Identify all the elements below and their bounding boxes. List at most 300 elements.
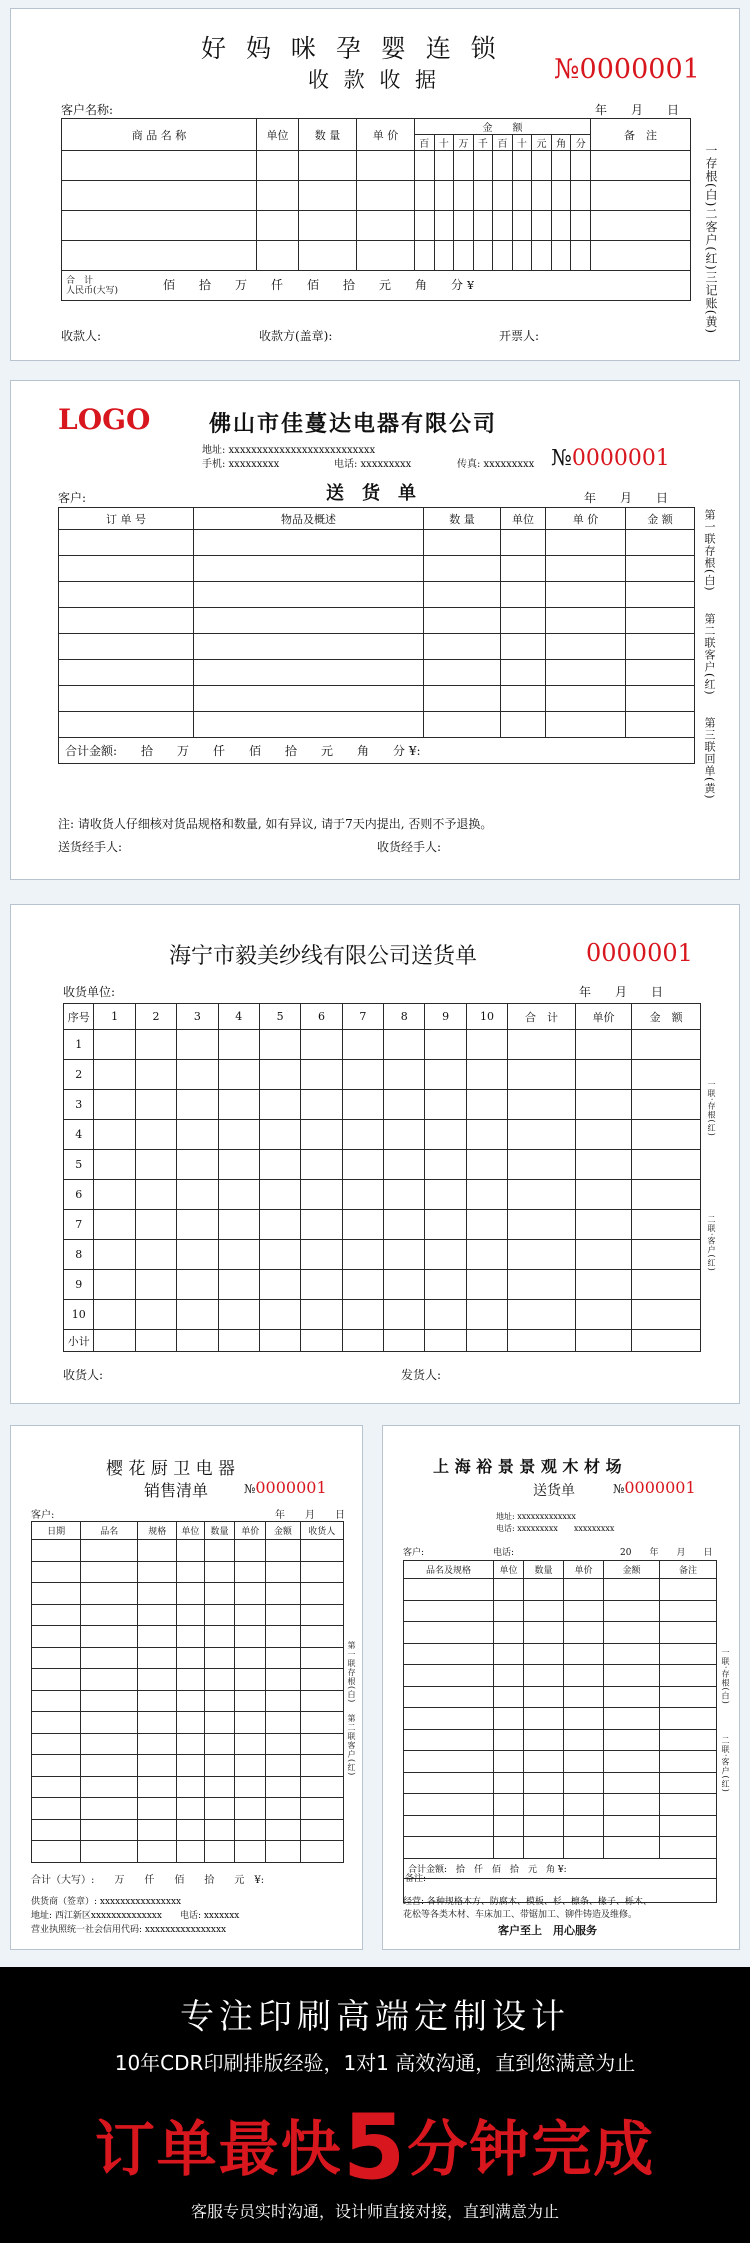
table-row (32, 1561, 344, 1583)
banner-line3-a: 订单最快 (94, 2115, 343, 2185)
table-cell (300, 1561, 343, 1583)
form5-number-value: 0000001 (624, 1478, 696, 1497)
table-row (32, 1819, 344, 1841)
total-yen: ¥ (467, 278, 475, 292)
table-cell (81, 1669, 138, 1691)
table-cell (32, 1712, 81, 1734)
table-cell (32, 1798, 81, 1820)
table-cell (424, 634, 501, 660)
delivery-table (58, 507, 695, 764)
table-cell (32, 1690, 81, 1712)
table-cell (532, 211, 552, 241)
form2-fax: 传真: xxxxxxxxx (457, 459, 535, 470)
table-cell: 单价 (564, 1561, 604, 1579)
table-cell (384, 1120, 425, 1150)
table-cell (424, 608, 501, 634)
table-cell (424, 712, 501, 738)
table-cell (564, 1643, 604, 1665)
table-cell (425, 1300, 466, 1330)
table-cell (32, 1733, 81, 1755)
form2-copy-label-1: 第一联存根(白) (703, 509, 716, 592)
table-cell (626, 686, 695, 712)
table-cell (404, 1600, 494, 1622)
table-cell (466, 1210, 507, 1240)
table-cell: 订 单 号 (59, 508, 194, 530)
table-cell (404, 1815, 494, 1837)
table-cell (425, 1150, 466, 1180)
table-cell (501, 582, 546, 608)
table-cell (342, 1330, 383, 1352)
table-cell (604, 1772, 660, 1794)
table-cell: 3 (64, 1090, 94, 1120)
table-cell (135, 1030, 176, 1060)
table-cell (466, 1120, 507, 1150)
table-cell (384, 1180, 425, 1210)
form3-copy-label-1: 一联·存根(红) (707, 1080, 716, 1137)
form4-license: 营业执照统一社会信用代码: xxxxxxxxxxxxxxxx (31, 1925, 227, 1935)
table-cell (177, 1030, 218, 1060)
table-cell (493, 211, 513, 241)
table-cell (575, 1120, 632, 1150)
table-cell (266, 1626, 300, 1648)
table-cell (524, 1837, 564, 1859)
total-units: 佰 拾 万 仟 佰 拾 元 角 分 (163, 277, 464, 292)
table-row (64, 1060, 701, 1090)
table-cell (204, 1798, 235, 1820)
table-cell (575, 1030, 632, 1060)
table-cell (632, 1270, 701, 1300)
table-cell (94, 1180, 135, 1210)
table-cell: 数量 (204, 1522, 235, 1540)
table-cell (177, 1270, 218, 1300)
table-cell (425, 1060, 466, 1090)
table-cell (466, 1180, 507, 1210)
form4-company: 樱 花 厨 卫 电 器 (106, 1459, 236, 1479)
table-cell (564, 1708, 604, 1730)
table-cell (564, 1772, 604, 1794)
table-cell (300, 1604, 343, 1626)
table-cell (626, 608, 695, 634)
table-cell (546, 686, 626, 712)
table-cell: 单 价 (357, 119, 415, 151)
table-cell (404, 1643, 494, 1665)
table-cell (177, 1733, 204, 1755)
form5-copy-label-1: 一联·存根(白) (721, 1648, 730, 1705)
table-cell: 万 (454, 135, 474, 151)
table-cell: 6 (301, 1004, 342, 1030)
table-cell (235, 1561, 266, 1583)
table-cell (62, 271, 691, 301)
table-cell (204, 1690, 235, 1712)
table-row (404, 1794, 717, 1816)
table-cell (632, 1060, 701, 1090)
table-cell (508, 1210, 576, 1240)
table-cell (138, 1647, 177, 1669)
table-cell: 5 (64, 1150, 94, 1180)
form5-business-2: 花松等各类木材、车床加工、带锯加工、铆件铸造及维修。 (403, 1910, 638, 1920)
table-cell (604, 1751, 660, 1773)
table-cell (660, 1686, 717, 1708)
table-cell (546, 660, 626, 686)
table-row (404, 1837, 717, 1859)
table-cell (81, 1690, 138, 1712)
table-cell (204, 1669, 235, 1691)
table-cell (626, 530, 695, 556)
table-cell (32, 1669, 81, 1691)
form4-date: 年 月 日 (275, 1510, 345, 1521)
table-row (32, 1583, 344, 1605)
table-cell (604, 1579, 660, 1601)
table-row (404, 1561, 717, 1579)
table-cell (138, 1690, 177, 1712)
form5-copy-label-2: 二联·客户(红) (721, 1736, 730, 1793)
table-cell (660, 1600, 717, 1622)
form2-number-prefix: № (551, 446, 572, 471)
table-row (404, 1772, 717, 1794)
table-cell (575, 1300, 632, 1330)
banner-line3-c: 分钟完成 (407, 2115, 656, 2185)
table-cell (204, 1540, 235, 1562)
form2-date: 年 月 日 (584, 491, 669, 505)
form4-copy-label-1: 第一联存根(白) (347, 1641, 356, 1704)
table-cell (342, 1030, 383, 1060)
table-cell: 10 (466, 1004, 507, 1030)
table-cell (342, 1060, 383, 1090)
table-cell (532, 181, 552, 211)
table-cell (434, 181, 454, 211)
table-cell (604, 1622, 660, 1644)
table-cell (546, 530, 626, 556)
table-cell (218, 1180, 259, 1210)
table-cell: 4 (218, 1004, 259, 1030)
table-cell (94, 1300, 135, 1330)
table-cell (62, 211, 257, 241)
table-cell: 品名及规格 (404, 1561, 494, 1579)
table-cell (564, 1729, 604, 1751)
table-cell (300, 1798, 343, 1820)
table-cell (259, 1030, 300, 1060)
table-cell (301, 1300, 342, 1330)
table-cell (81, 1626, 138, 1648)
table-cell (257, 241, 299, 271)
table-cell (218, 1330, 259, 1352)
table-cell (266, 1798, 300, 1820)
receipt-table (61, 118, 691, 301)
form4-address: 地址: 西江新区xxxxxxxxxxxxxx 电话: xxxxxxx (31, 1911, 240, 1921)
table-cell (404, 1837, 494, 1859)
table-cell (404, 1665, 494, 1687)
table-cell (660, 1772, 717, 1794)
table-cell: 金 额 (626, 508, 695, 530)
table-cell (177, 1841, 204, 1863)
table-cell (301, 1060, 342, 1090)
table-cell: 单位 (177, 1522, 204, 1540)
table-cell (81, 1776, 138, 1798)
table-cell (266, 1819, 300, 1841)
table-cell (404, 1729, 494, 1751)
table-cell (266, 1841, 300, 1863)
table-cell (425, 1030, 466, 1060)
table-cell (59, 530, 194, 556)
table-cell (342, 1180, 383, 1210)
table-cell (299, 241, 357, 271)
banner-line1: 专注印刷高端定制设计 (180, 1997, 570, 2037)
table-cell (301, 1330, 342, 1352)
table-cell (424, 686, 501, 712)
table-cell (177, 1798, 204, 1820)
form2-logo: LOGO (58, 403, 151, 436)
table-cell (632, 1180, 701, 1210)
table-cell (473, 241, 493, 271)
table-cell (660, 1729, 717, 1751)
table-cell (342, 1210, 383, 1240)
table-cell (235, 1690, 266, 1712)
table-cell (564, 1622, 604, 1644)
table-cell (632, 1150, 701, 1180)
table-cell: 9 (425, 1004, 466, 1030)
table-cell (218, 1030, 259, 1060)
form1-number: №0000001 (554, 54, 700, 85)
table-cell (524, 1794, 564, 1816)
table-cell (94, 1240, 135, 1270)
table-cell (135, 1120, 176, 1150)
form2-copy-label-3: 第三联回单(黄) (703, 717, 716, 800)
table-cell (660, 1643, 717, 1665)
table-cell (564, 1686, 604, 1708)
table-cell (571, 181, 591, 211)
table-row (64, 1240, 701, 1270)
table-cell (494, 1837, 524, 1859)
table-cell (300, 1733, 343, 1755)
table-cell: 十 (512, 135, 532, 151)
table-cell (425, 1270, 466, 1300)
table-cell (59, 556, 194, 582)
table-cell (177, 1712, 204, 1734)
table-cell (493, 151, 513, 181)
table-cell: 数量 (524, 1561, 564, 1579)
table-cell (508, 1090, 576, 1120)
table-cell (494, 1622, 524, 1644)
table-cell (177, 1180, 218, 1210)
form5-number (613, 1478, 696, 1497)
sales-list-panel (10, 1425, 363, 1950)
table-cell (660, 1622, 717, 1644)
table-cell (473, 181, 493, 211)
table-cell (415, 241, 435, 271)
table-cell (59, 686, 194, 712)
table-cell (138, 1841, 177, 1863)
table-cell: 元 (532, 135, 552, 151)
table-cell (508, 1120, 576, 1150)
table-cell (604, 1686, 660, 1708)
table-cell (424, 660, 501, 686)
table-cell (138, 1669, 177, 1691)
table-cell: 百 (493, 135, 513, 151)
table-cell (204, 1712, 235, 1734)
table-cell (660, 1708, 717, 1730)
table-row (64, 1270, 701, 1300)
table-cell (493, 181, 513, 211)
table-cell (357, 211, 415, 241)
table-cell (571, 211, 591, 241)
table-cell (177, 1300, 218, 1330)
table-cell (138, 1755, 177, 1777)
table-cell (404, 1772, 494, 1794)
table-cell (434, 211, 454, 241)
table-cell (501, 608, 546, 634)
table-cell (404, 1622, 494, 1644)
form2-phone: 手机: xxxxxxxxx (202, 459, 280, 470)
table-row (404, 1665, 717, 1687)
table-row (64, 1090, 701, 1120)
table-cell (501, 660, 546, 686)
table-cell (512, 241, 532, 271)
table-row (32, 1776, 344, 1798)
table-cell (494, 1729, 524, 1751)
table-cell (32, 1819, 81, 1841)
table-cell (384, 1300, 425, 1330)
table-row (64, 1300, 701, 1330)
table-cell (575, 1060, 632, 1090)
table-cell (604, 1837, 660, 1859)
table-cell (524, 1772, 564, 1794)
table-cell: 百 (415, 135, 435, 151)
table-cell (571, 151, 591, 181)
table-cell (138, 1819, 177, 1841)
table-cell (434, 241, 454, 271)
table-cell (508, 1270, 576, 1300)
table-cell: 8 (64, 1240, 94, 1270)
table-cell: 品名 (81, 1522, 138, 1540)
form2-title: 送 货 单 (326, 483, 416, 504)
table-cell (177, 1561, 204, 1583)
table-row (404, 1751, 717, 1773)
table-row (59, 686, 695, 712)
table-cell: 8 (384, 1004, 425, 1030)
table-cell (466, 1240, 507, 1270)
table-cell: 单位 (257, 119, 299, 151)
table-cell (259, 1240, 300, 1270)
table-cell: 数 量 (299, 119, 357, 151)
table-row (59, 508, 695, 530)
table-cell (81, 1647, 138, 1669)
table-cell (501, 530, 546, 556)
form5-customer: 客户: (403, 1548, 425, 1558)
table-cell (81, 1798, 138, 1820)
table-cell (59, 712, 194, 738)
table-cell (138, 1626, 177, 1648)
table-cell: 备 注 (591, 119, 691, 151)
table-cell (564, 1837, 604, 1859)
table-cell (204, 1776, 235, 1798)
table-cell (591, 211, 691, 241)
table-cell: 规格 (138, 1522, 177, 1540)
table-cell (384, 1030, 425, 1060)
table-cell (604, 1708, 660, 1730)
table-cell (138, 1604, 177, 1626)
table-row (62, 119, 691, 135)
table-cell (266, 1583, 300, 1605)
table-cell (508, 1060, 576, 1090)
table-cell (59, 660, 194, 686)
table-cell (62, 241, 257, 271)
table-cell (204, 1755, 235, 1777)
table-cell (632, 1120, 701, 1150)
table-cell (257, 211, 299, 241)
table-cell (81, 1712, 138, 1734)
table-row (404, 1708, 717, 1730)
timber-table (403, 1560, 717, 1903)
table-cell (138, 1733, 177, 1755)
table-cell (626, 556, 695, 582)
table-row (404, 1622, 717, 1644)
form2-address: 地址: xxxxxxxxxxxxxxxxxxxxxxxxxx (202, 445, 376, 456)
table-cell (135, 1300, 176, 1330)
table-cell (454, 151, 474, 181)
table-cell (546, 608, 626, 634)
table-cell (59, 582, 194, 608)
table-cell (300, 1669, 343, 1691)
form3-date: 年 月 日 (579, 985, 664, 999)
table-cell (425, 1180, 466, 1210)
table-cell (454, 181, 474, 211)
table-cell (494, 1794, 524, 1816)
sales-table (31, 1521, 344, 1863)
table-cell (342, 1120, 383, 1150)
table-cell (466, 1060, 507, 1090)
form5-business-1: 经营: 各种规格木方、防腐木、模板、杉、檩条、椽子、栎木、 (403, 1897, 652, 1907)
table-cell (32, 1776, 81, 1798)
table-cell: 收货人 (300, 1522, 343, 1540)
table-cell (59, 634, 194, 660)
table-cell (235, 1647, 266, 1669)
table-cell: 7 (342, 1004, 383, 1030)
table-cell (512, 211, 532, 241)
table-cell (564, 1579, 604, 1601)
table-cell (575, 1270, 632, 1300)
table-cell (81, 1755, 138, 1777)
table-cell (177, 1604, 204, 1626)
table-cell: 商 品 名 称 (62, 119, 257, 151)
table-cell (301, 1030, 342, 1060)
table-cell (266, 1733, 300, 1755)
table-cell (138, 1561, 177, 1583)
table-cell (204, 1647, 235, 1669)
table-cell (266, 1755, 300, 1777)
table-cell (94, 1270, 135, 1300)
form1-customer-label: 客户名称: (61, 103, 114, 117)
table-cell (425, 1090, 466, 1120)
table-cell (604, 1665, 660, 1687)
table-cell (501, 634, 546, 660)
table-cell (415, 181, 435, 211)
table-cell (177, 1819, 204, 1841)
table-cell (473, 151, 493, 181)
table-cell (300, 1583, 343, 1605)
table-cell (301, 1240, 342, 1270)
table-cell (266, 1690, 300, 1712)
table-row (59, 634, 695, 660)
table-cell: 单价 (235, 1522, 266, 1540)
table-cell (660, 1837, 717, 1859)
table-cell (660, 1579, 717, 1601)
table-cell (135, 1180, 176, 1210)
table-cell (508, 1030, 576, 1060)
table-cell (300, 1712, 343, 1734)
table-cell (235, 1841, 266, 1863)
table-cell (494, 1600, 524, 1622)
table-cell (357, 241, 415, 271)
